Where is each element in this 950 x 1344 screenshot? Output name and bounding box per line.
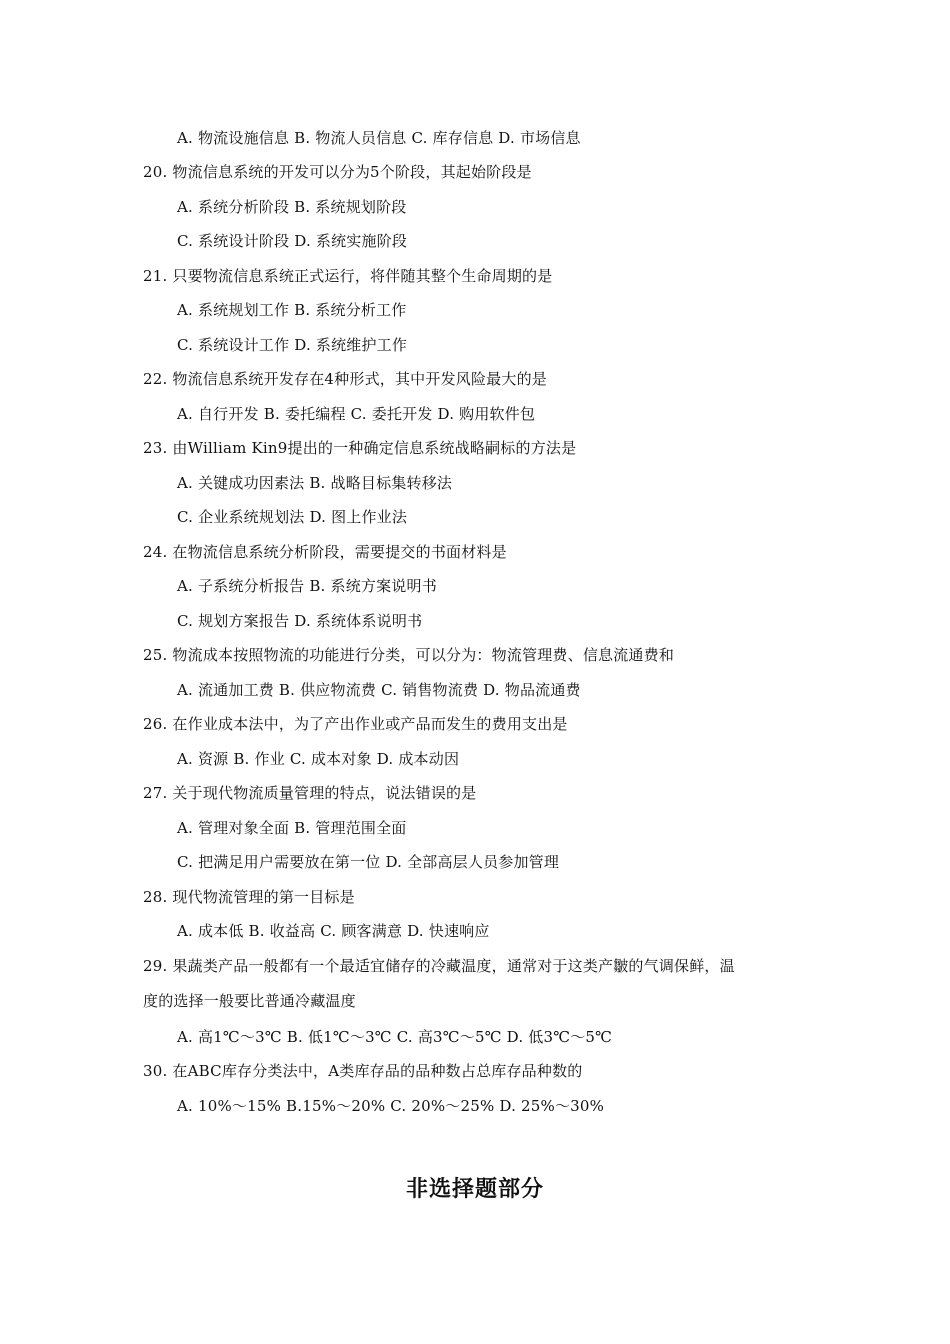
- question-21: 21. 只要物流信息系统正式运行，将伴随其整个生命周期的是: [143, 267, 553, 285]
- question-24: 24. 在物流信息系统分析阶段，需要提交的书面材料是: [143, 543, 507, 561]
- q20-options-cd: C. 系统设计阶段 D. 系统实施阶段: [177, 232, 408, 250]
- q21-options-cd: C. 系统设计工作 D. 系统维护工作: [177, 336, 408, 354]
- question-23: 23. 由William Kin9提出的一种确定信息系统战略嗣标的方法是: [143, 439, 577, 457]
- q23-options-cd: C. 企业系统规划法 D. 图上作业法: [177, 508, 408, 526]
- q19-options: A. 物流设施信息 B. 物流人员信息 C. 库存信息 D. 市场信息: [177, 129, 581, 147]
- q28-options: A. 成本低 B. 收益高 C. 顾客满意 D. 快速响应: [177, 922, 490, 940]
- question-29-continued: 度的选择一般要比普通冷藏温度: [143, 992, 356, 1010]
- q20-options-ab: A. 系统分析阶段 B. 系统规划阶段: [177, 198, 407, 216]
- q25-options: A. 流通加工费 B. 供应物流费 C. 销售物流费 D. 物品流通费: [177, 681, 581, 699]
- q26-options: A. 资源 B. 作业 C. 成本对象 D. 成本动因: [177, 750, 460, 768]
- q24-options-ab: A. 子系统分析报告 B. 系统方案说明书: [177, 577, 437, 595]
- q30-options: A. 10%～15% B.15%～20% C. 20%～25% D. 25%～30%: [177, 1097, 605, 1115]
- question-22: 22. 物流信息系统开发存在4种形式，其中开发风险最大的是: [143, 370, 547, 388]
- q24-options-cd: C. 规划方案报告 D. 系统体系说明书: [177, 612, 423, 630]
- question-20: 20. 物流信息系统的开发可以分为5个阶段，其起始阶段是: [143, 163, 532, 181]
- q29-options: A. 高1℃～3℃ B. 低1℃～3℃ C. 高3℃～5℃ D. 低3℃～5℃: [177, 1028, 613, 1046]
- q27-options-ab: A. 管理对象全面 B. 管理范围全面: [177, 819, 407, 837]
- q27-options-cd: C. 把满足用户需要放在第一位 D. 全部高层人员参加管理: [177, 853, 560, 871]
- question-28: 28. 现代物流管理的第一目标是: [143, 888, 355, 906]
- question-29: 29. 果蔬类产品一般都有一个最适宜储存的冷藏温度，通常对于这类产皺的气调保鲜，温: [143, 957, 735, 975]
- q21-options-ab: A. 系统规划工作 B. 系统分析工作: [177, 301, 407, 319]
- question-25: 25. 物流成本按照物流的功能进行分类，可以分为：物流管理费、信息流通费和: [143, 646, 675, 664]
- section-heading: 非选择题部分: [405, 1177, 544, 1202]
- question-27: 27. 关于现代物流质量管理的特点，说法错误的是: [143, 784, 477, 802]
- q22-options: A. 自行开发 B. 委托编程 C. 委托开发 D. 购用软件包: [177, 405, 536, 423]
- question-26: 26. 在作业成本法中，为了产出作业或产品而发生的费用支出是: [143, 715, 568, 733]
- question-30: 30. 在ABC库存分类法中，A类库存品的品种数占总库存品种数的: [143, 1062, 583, 1080]
- q23-options-ab: A. 关键成功因素法 B. 战略目标集转移法: [177, 474, 453, 492]
